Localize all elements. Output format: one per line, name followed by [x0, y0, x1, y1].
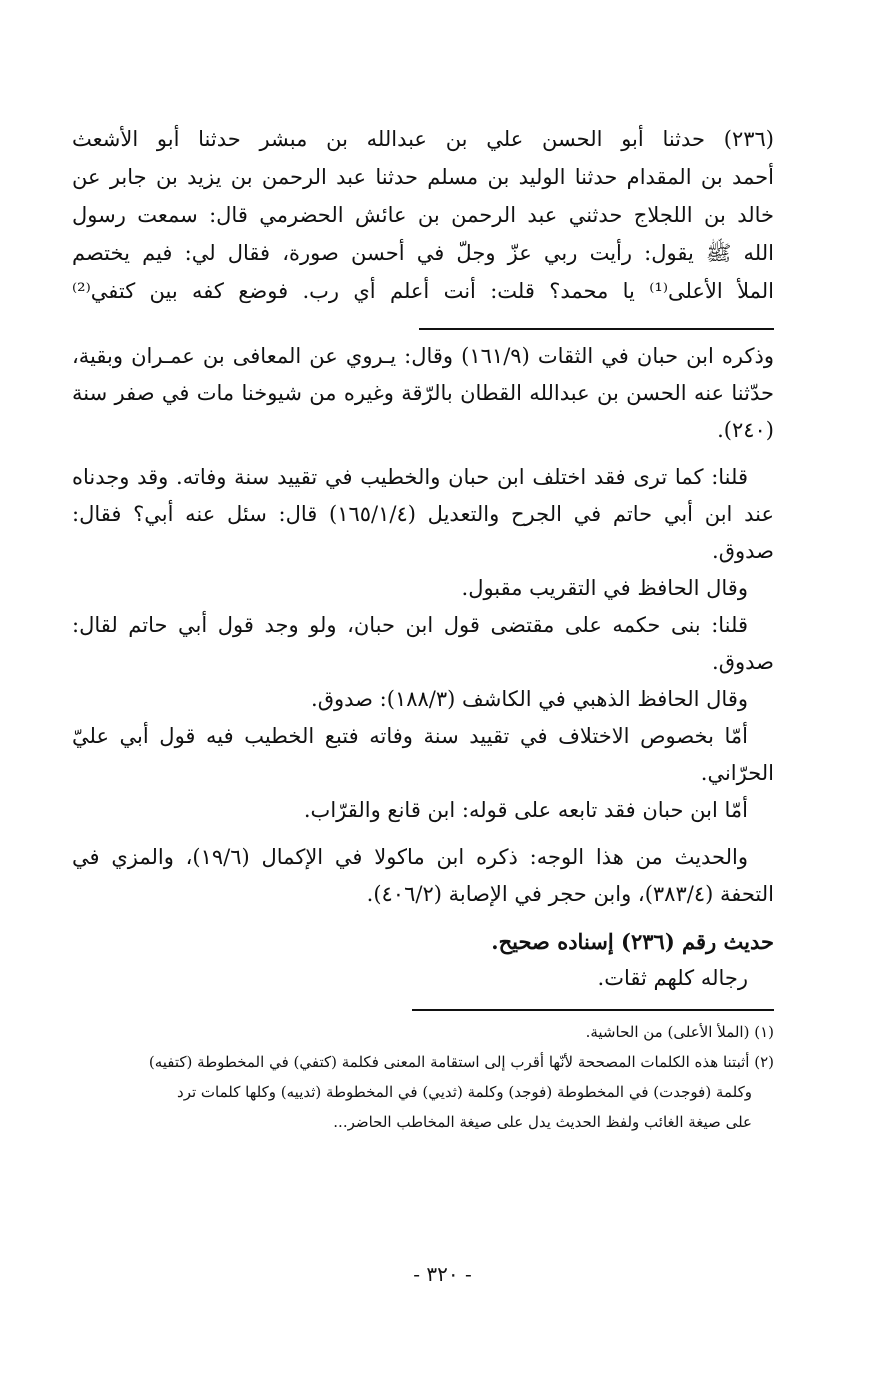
page-body [72, 120, 774, 1137]
commentary-paragraph: وذكره ابن حبان في الثقات (١٦١/٩) وقال: يـروي عن المعافى بن عمـران وبقية، حدّثنا عنه الحسن بن عبدالله القطان بالرّقة وغيره من شيوخنا مات في صفر سنة (٢٤٠). [72, 344, 775, 442]
footnote-divider [412, 1009, 774, 1011]
hadith-line: الملأ الأعلى⁽¹⁾ يا محمد؟ قلت: أنت أعلم أي رب. فوضع كفه بين كتفي⁽²⁾ [72, 279, 774, 303]
footnote-continuation: على صيغة الغائب ولفظ الحديث يدل على صيغة المخاطب الحاضر... [333, 1113, 752, 1131]
commentary-paragraph: أمّا بخصوص الاختلاف في تقييد سنة وفاته فتبع الخطيب فيه قول أبي عليّ الحرّاني. [72, 724, 774, 785]
commentary-paragraph: قلنا: بنى حكمه على مقتضى قول ابن حبان، ولو وجد قول أبي حاتم لقال: صدوق. [72, 613, 774, 674]
footnote: (٢) أثبتنا هذه الكلمات المصححة لأنّها أقرب إلى استقامة المعنى فكلمة (كتفي) في المخطوطة (كتفيه) [148, 1053, 774, 1071]
commentary-paragraph: وقال الحافظ الذهبي في الكاشف (١٨٨/٣): صدوق. [311, 687, 748, 711]
hadith-line: (٢٣٦) حدثنا أبو الحسن علي بن عبدالله بن مبشر حدثنا أبو الأشعث [72, 127, 774, 151]
commentary-paragraph: أمّا ابن حبان فقد تابعه على قوله: ابن قانع والقرّاب. [303, 798, 748, 822]
footnote-continuation: وكلمة (فوجدت) في المخطوطة (فوجد) وكلمة (ثديي) في المخطوطة (ثدييه) وكلها كلمات ترد [177, 1083, 752, 1101]
commentary-paragraph: قلنا: كما ترى فقد اختلف ابن حبان والخطيب في تقييد سنة وفاته. وقد وجدناه عند ابن أبي حاتم في الجرح والتعديل (١٦٥/١/٤) قال: سئل عنه أبي؟ فقال: صدوق. [72, 465, 774, 563]
commentary [72, 338, 774, 997]
section-divider [419, 328, 774, 330]
hadith-line: الله ﷺ يقول: رأيت ربي عزّ وجلّ في أحسن صورة، فقال لي: فيم يختصم [72, 241, 774, 265]
footnotes [72, 1017, 774, 1137]
narrators-note: رجاله كلهم ثقات. [597, 966, 748, 990]
commentary-paragraph: والحديث من هذا الوجه: ذكره ابن ماكولا في الإكمال (١٩/٦)، والمزي في التحفة (٣٨٣/٤)، وابن حجر في الإصابة (٤٠٦/٢). [72, 845, 774, 906]
footnote: (١) (الملأ الأعلى) من الحاشية. [585, 1023, 774, 1041]
hadith-text [72, 120, 774, 310]
hadith-grade: حديث رقم (٢٣٦) إسناده صحيح. [491, 929, 774, 954]
commentary-paragraph: وقال الحافظ في التقريب مقبول. [461, 576, 748, 600]
hadith-line: خالد بن اللجلاج حدثني عبد الرحمن بن عائش الحضرمي قال: سمعت رسول [72, 203, 774, 227]
page-number: - ٣٢٠ - [413, 1262, 472, 1286]
hadith-line: أحمد بن المقدام حدثنا الوليد بن مسلم حدثنا عبد الرحمن بن يزيد بن جابر عن [72, 165, 774, 189]
